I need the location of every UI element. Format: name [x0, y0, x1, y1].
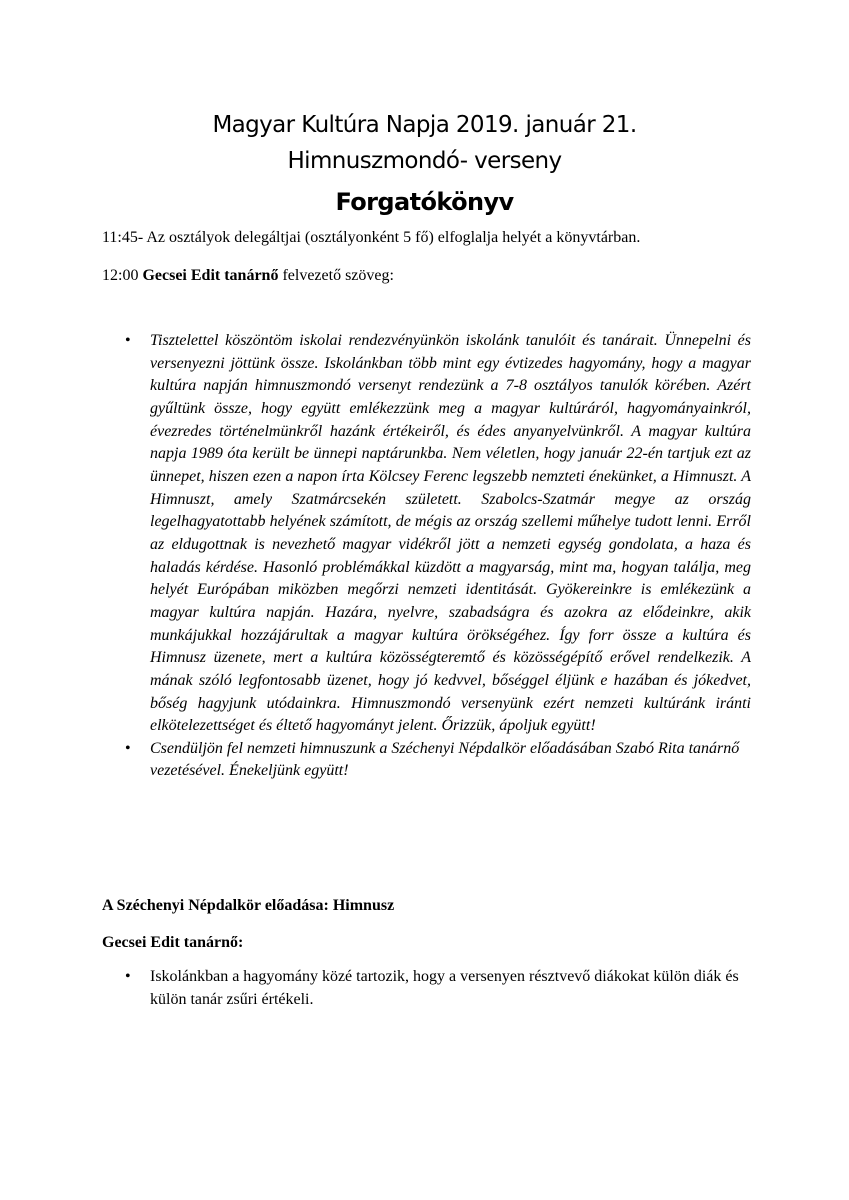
schedule-item-1200 [102, 266, 762, 286]
speech-bullet-item [118, 738, 751, 783]
schedule-text: Az osztályok delegáltjai (osztályonként 5 fő) elfoglalja helyét a könyvtárban. [146, 229, 641, 246]
bullet-icon: • [125, 968, 131, 985]
document-title-competition: Himnuszmondó- verseny [287, 148, 562, 174]
speaker-heading: Gecsei Edit tanárnő: [102, 934, 244, 951]
schedule-speaker: Gecsei Edit tanárnő [142, 267, 279, 284]
closing-bullet-item [118, 966, 751, 1011]
schedule-text: felvezető szöveg: [282, 267, 394, 284]
performance-heading: A Széchenyi Népdalkör előadása: Himnusz [102, 897, 395, 914]
bullet-icon: • [125, 332, 131, 349]
schedule-time: 12:00 [102, 267, 139, 284]
speech-text: Tisztelettel köszöntöm iskolai rendezvényünkön iskolánk tanulóit és tanárait. Ünnepelni és versenyezni jöttünk össze. Iskolánkban több mint egy évtizedes hagyomány, hogy a magyar kultúra napján himnuszmondó versenyt rendezünk a 7-8 osztályos tanulók körében. Azért gyűltünk össze, hogy együtt emlékezzünk meg a magyar kultúráról, hagyományainkról, évezredes történelmünkről hazánk értékeiről, és édes anyanyelvünkről. A magyar kultúra napja 1989 óta került be ünnepi naptárunkba. Nem véletlen, hogy január 22-én tartjuk ezt az ünnepet, hiszen ezen a napon írta Kölcsey Ferenc legszebb nemzteti énekünket, a Himnuszt. A Himnuszt, amely Szatmárcsekén született. Szabolcs-Szatmár megye az ország legelhagyatottabb helyének számított, de mégis az ország szellemi műhelye tudott lenni. Erről az eldugottnak is nevezhető magyar vidékről jött a nemzeti egység gondolata, a haza és haladás kérdése. Hasonló problémákkal küzdött a magyarság, mint ma, hogyan találja, meg helyét Európában miközben megőrzi nemzeti identitását. Gyökereinkre is emlékezünk a magyar kultúra napján. Hazára, nyelvre, szabadságra és azokra az elődeinkre, akik munkájukkal hozzájárultak a magyar kultúra örökségéhez. Így forr össze a kultúra és Himnusz üzenete, mert a kultúra közösségteremtő és közösségépítő erővel rendelkezik. A mának szóló legfontosabb üzenet, hogy jó kedvvel, bőséggel éljünk e hazában és jókedvet, bőség hagyjunk utódainkra. Himnuszmondó versenyünk ezért nemzeti kultúránk iránti elkötelezettséget és éltető hagyományt jelent. Őrizzük, ápoljuk együtt! [150, 332, 751, 735]
schedule-time: 11:45- [102, 229, 144, 246]
speech-text: Csendüljön fel nemzeti himnuszunk a Széchenyi Népdalkör előadásában Szabó Rita tanárnő vezetésével. Énekeljünk együtt! [150, 739, 740, 780]
document-title-event: Magyar Kultúra Napja 2019. január 21. [212, 112, 637, 138]
document-title-script: Forgatókönyv [335, 188, 514, 216]
speech-bullet-item [118, 330, 751, 738]
closing-text: Iskolánkban a hagyomány közé tartozik, hogy a versenyen résztvevő diákokat külön diák és külön tanár zsűri értékeli. [150, 968, 739, 1008]
bullet-icon: • [125, 739, 131, 757]
closing-bullet-list [118, 966, 751, 1011]
schedule-item-1145 [102, 228, 762, 248]
speech-bullet-list [118, 330, 751, 783]
